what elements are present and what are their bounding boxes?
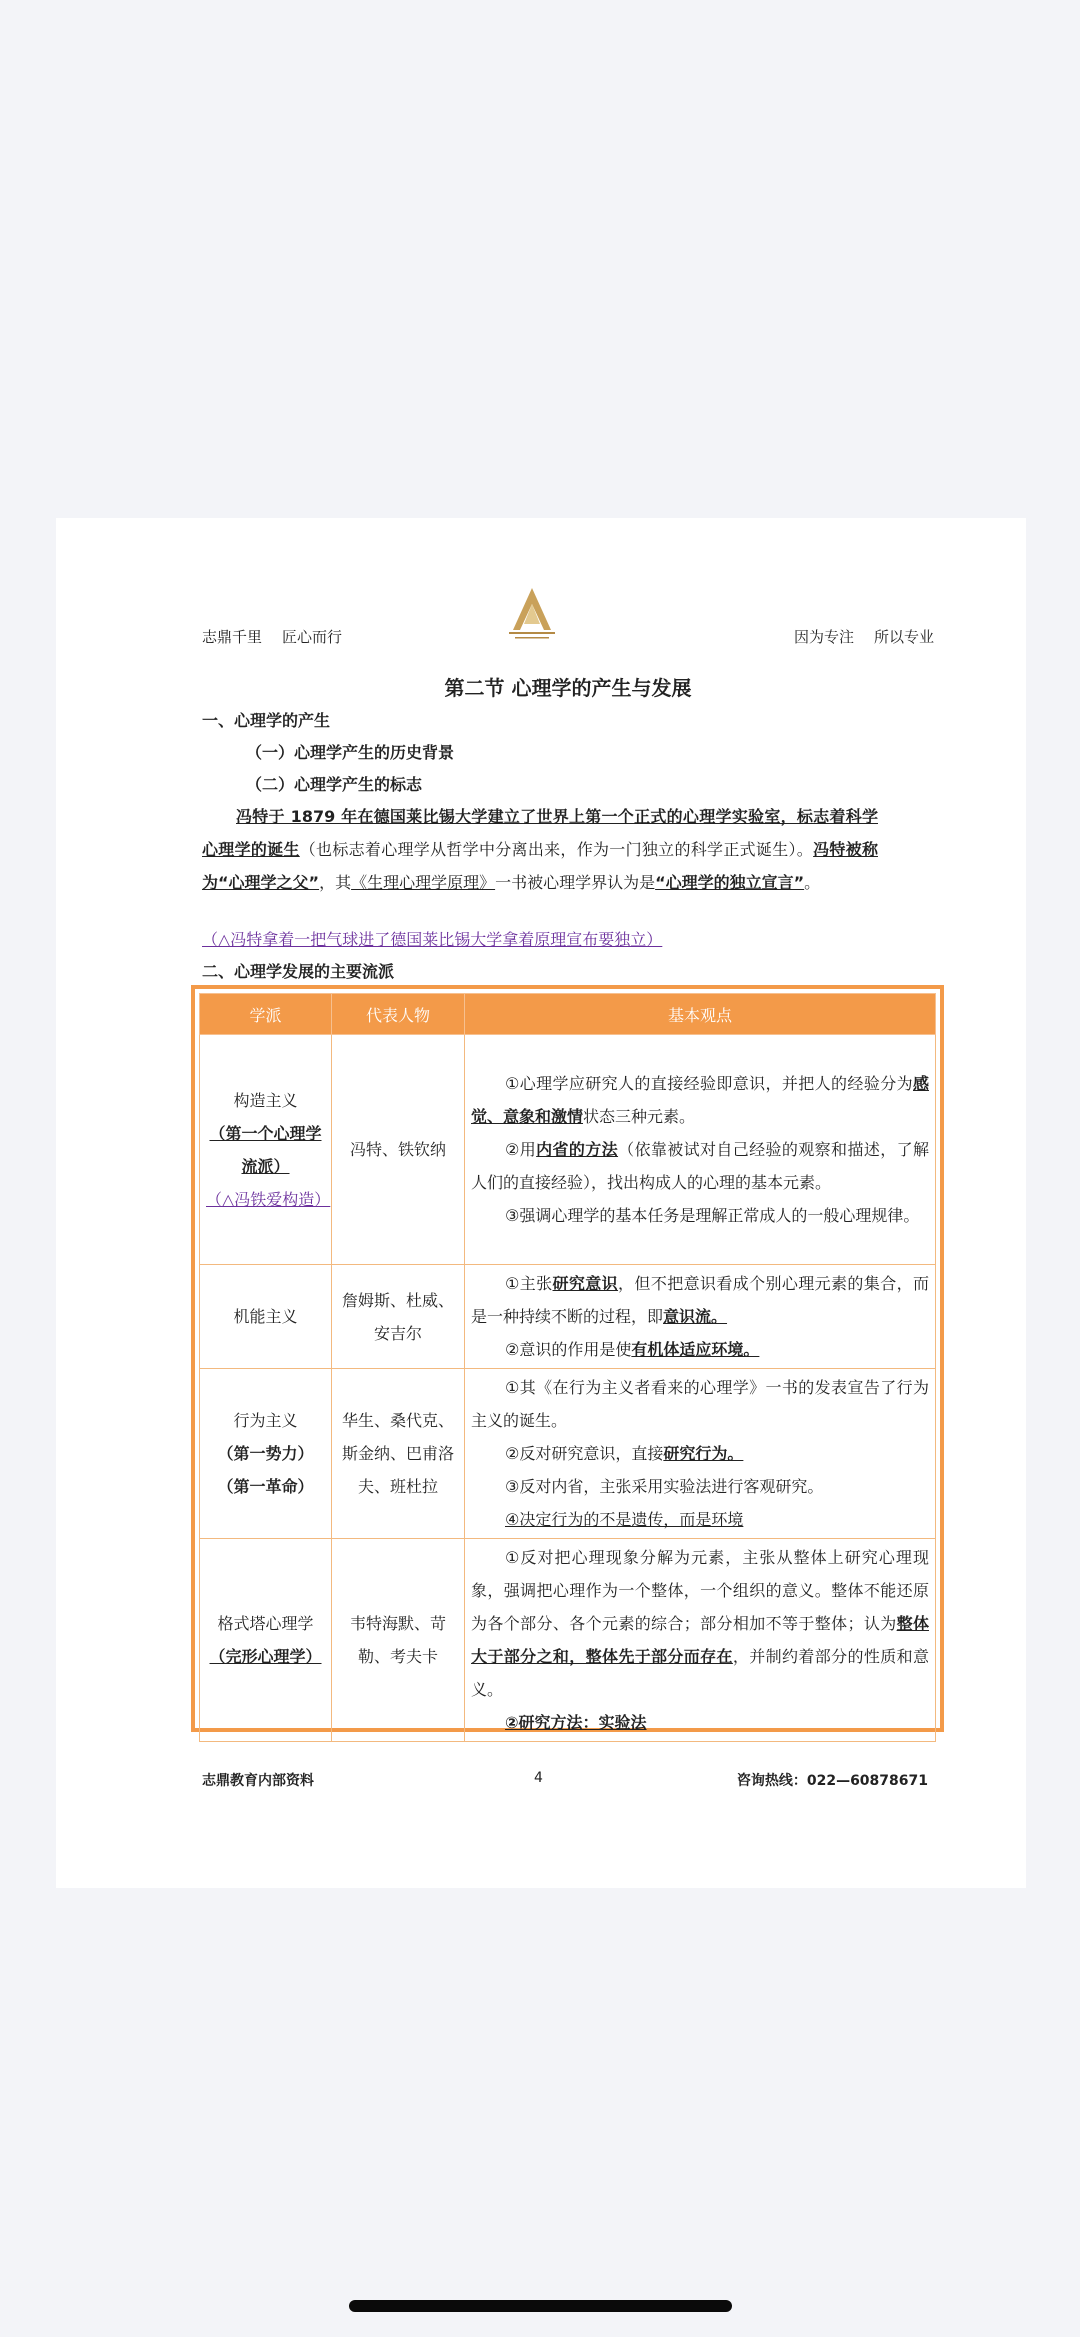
wundt-paragraph [202, 800, 878, 899]
view-point: ③反对内省，主张采用实验法进行客观研究。 [505, 1477, 824, 1496]
document-page [56, 518, 1026, 1888]
people-cell: 詹姆斯、杜威、安吉尔 [332, 1265, 465, 1369]
subheading-background: （一）心理学产生的历史背景 [246, 743, 455, 762]
school-cell [200, 1035, 332, 1265]
table-row [200, 1369, 936, 1539]
para-i: 。 [804, 873, 821, 892]
school-name: 行为主义 [233, 1411, 298, 1430]
view-point: ①心理学应研究人的直接经验即意识，并把人的经验分为感觉、意象和激情状态三种元素。 [471, 1074, 929, 1126]
header-left-1: 志鼎千里 [202, 628, 263, 646]
section-title: 第二节 心理学的产生与发展 [444, 676, 692, 700]
table-header-row [200, 994, 936, 1035]
view-point: ①主张研究意识，但不把意识看成个别心理元素的集合，而是一种持续不断的过程，即意识流。 [471, 1274, 929, 1326]
para-g: 一书被心理学界认为是 [495, 873, 656, 892]
view-point: ②反对研究意识，直接研究行为。 [505, 1444, 744, 1463]
para-b: （也标志着心理学从哲学中分离出来，作为一门独立的科学正式诞生）。 [299, 840, 814, 859]
school-cell: 机能主义 [200, 1265, 332, 1369]
footer-source: 志鼎教育内部资料 [202, 1773, 314, 1789]
people-cell: 冯特、铁钦纳 [332, 1035, 465, 1265]
views-cell [465, 1265, 936, 1369]
view-point: ①其《在行为主义者看来的心理学》一书的发表宣告了行为主义的诞生。 [471, 1378, 929, 1430]
heading-origin: 一、心理学的产生 [202, 711, 331, 730]
header-slogan-right [794, 626, 934, 647]
footer-hotline: 咨询热线：022—60878671 [736, 1773, 928, 1789]
header-right-1: 因为专注 [793, 628, 854, 646]
mnemonic-note: （△冯特拿着一把气球进了德国莱比锡大学拿着原理宣布要独立） [202, 930, 663, 949]
para-e: ，其 [319, 873, 352, 892]
school-cell [200, 1539, 332, 1742]
header-right-2: 所以专业 [873, 628, 934, 646]
logo-icon [505, 586, 559, 642]
schools-table [191, 985, 944, 1732]
col-header-people: 代表人物 [332, 994, 465, 1035]
view-point: ③强调心理学的基本任务是理解正常成人的一般心理规律。 [505, 1206, 920, 1225]
school-mnemonic: （△冯铁爱构造） [206, 1189, 331, 1209]
para-h: “心理学的独立宣言” [655, 873, 805, 892]
home-indicator[interactable] [349, 2300, 732, 2312]
school-cell [200, 1369, 332, 1539]
views-cell [465, 1539, 936, 1742]
table-row [200, 1035, 936, 1265]
people-cell: 华生、桑代克、斯金纳、巴甫洛夫、班杜拉 [332, 1369, 465, 1539]
school-name: 构造主义 [233, 1090, 298, 1110]
table-row [200, 1539, 936, 1742]
view-point: ①反对把心理现象分解为元素，主张从整体上研究心理现象，强调把心理作为一个整体，一个组织的意义。整体不能还原为各个部分、各个元素的综合；部分相加不等于整体；认为整体大于部分之和，整体先于部分而存在，并制约着部分的性质和意义。 [471, 1548, 929, 1699]
para-f: 《生理心理学原理》 [351, 873, 496, 892]
people-cell: 韦特海默、苛勒、考夫卡 [332, 1539, 465, 1742]
table-row [200, 1265, 936, 1369]
school-name: 格式塔心理学 [217, 1614, 314, 1633]
view-point: ②研究方法：实验法 [505, 1713, 647, 1732]
col-header-views: 基本观点 [465, 994, 936, 1035]
header-slogan-left [202, 626, 342, 647]
school-tag: （第一势力） [217, 1444, 314, 1463]
para-a: 冯特于 1879 年在德国莱比锡大学建立了世界上第一个正式的心理学实验室，标志着科学心理学的诞生 [202, 807, 878, 859]
page-header [202, 518, 934, 648]
para-c: 冯特被称为 [202, 840, 878, 892]
header-left-2: 匠心而行 [282, 628, 343, 646]
heading-schools: 二、心理学发展的主要流派 [202, 962, 395, 981]
school-tag: （完形心理学） [209, 1647, 322, 1666]
school-tag: （第一革命） [217, 1477, 314, 1496]
view-point: ④决定行为的不是遗传，而是环境 [505, 1510, 744, 1529]
para-d: “心理学之父” [218, 873, 320, 892]
page-number: 4 [534, 1770, 543, 1786]
views-cell [465, 1369, 936, 1539]
view-point: ②意识的作用是使有机体适应环境。 [505, 1340, 760, 1359]
views-cell [465, 1035, 936, 1265]
col-header-school: 学派 [200, 994, 332, 1035]
view-point: ②用内省的方法（依靠被试对自己经验的观察和描述，了解人们的直接经验），找出构成人的心理的基本元素。 [471, 1140, 929, 1192]
subheading-marker: （二）心理学产生的标志 [246, 775, 423, 794]
school-tag: （第一个心理学流派） [209, 1123, 322, 1176]
